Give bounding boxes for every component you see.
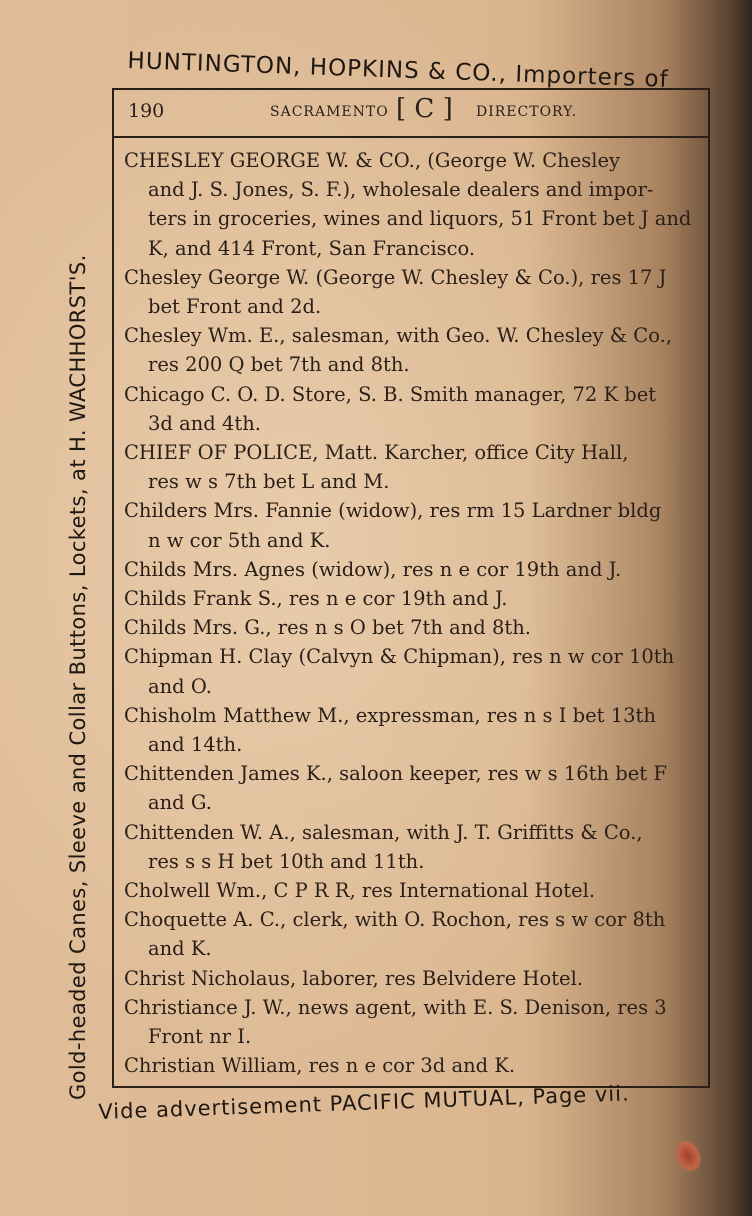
bottom-advertisement: Vide advertisement PACIFIC MUTUAL, Page vii. <box>98 1081 631 1124</box>
head-directory: DIRECTORY. <box>476 104 578 120</box>
entry-name-line: Chipman H. Clay (Calvyn & Chipman), res n w cor 10th <box>124 645 675 669</box>
entry-name-line: Chesley Wm. E., salesman, with Geo. W. Chesley & Co., <box>124 324 673 348</box>
entry-name-line: Cholwell Wm., C P R R, res International Hotel. <box>124 879 596 903</box>
entry-name-line: Chittenden W. A., salesman, with J. T. Griffitts & Co., <box>124 820 643 844</box>
directory-entry <box>124 905 708 963</box>
entry-name-line: Childs Mrs. Agnes (widow), res n e cor 19th and J. <box>124 557 622 581</box>
entry-name-line: Chicago C. O. D. Store, S. B. Smith manager, 72 K bet <box>124 382 657 406</box>
directory-entry <box>124 321 708 379</box>
entry-continuation: 3d and 4th. <box>148 411 261 435</box>
entry-name-line: CHESLEY GEORGE W. & CO., (George W. Chesley <box>124 149 621 172</box>
entry-name-line: Christiance J. W., news agent, with E. S. Denison, res 3 <box>124 995 667 1019</box>
directory-entry <box>124 146 708 263</box>
head-letter: [ C ] <box>396 94 453 124</box>
directory-entry <box>124 555 708 584</box>
directory-entry <box>124 964 708 993</box>
running-head <box>124 94 704 130</box>
entry-name-line: CHIEF OF POLICE, Matt. Karcher, office City Hall, <box>124 441 629 465</box>
directory-entry <box>124 263 708 321</box>
entry-continuation: Front nr I. <box>148 1025 252 1049</box>
head-rule <box>114 136 710 138</box>
top-advertisement: HUNTINGTON, HOPKINS & CO., Importers of <box>127 48 670 93</box>
entry-continuation: ters in groceries, wines and liquors, 51 Front bet J and <box>148 207 692 231</box>
entry-continuation: and K. <box>148 937 212 961</box>
directory-entry <box>124 876 708 905</box>
entry-continuation: and J. S. Jones, S. F.), wholesale dealers and impor- <box>148 178 654 202</box>
directory-entry <box>124 1051 708 1080</box>
directory-entry <box>124 613 708 642</box>
entry-continuation: n w cor 5th and K. <box>148 528 331 552</box>
head-city: SACRAMENTO <box>270 104 389 120</box>
entry-continuation: and G. <box>148 791 212 815</box>
entry-continuation: res 200 Q bet 7th and 8th. <box>148 353 410 377</box>
entry-name-line: Chesley George W. (George W. Chesley & Co.), res 17 J <box>124 265 667 289</box>
entry-name-line: Choquette A. C., clerk, with O. Rochon, res s w cor 8th <box>124 908 666 932</box>
directory-entry <box>124 584 708 613</box>
entry-continuation: and O. <box>148 674 212 698</box>
directory-entry <box>124 438 708 496</box>
entry-name-line: Christ Nicholaus, laborer, res Belvidere Hotel. <box>124 966 584 990</box>
entry-continuation: res s s H bet 10th and 11th. <box>148 849 425 873</box>
entry-continuation: and 14th. <box>148 733 243 757</box>
directory-entries <box>124 146 708 1086</box>
entry-name-line: Chisholm Matthew M., expressman, res n s I bet 13th <box>124 703 656 727</box>
directory-entry <box>124 380 708 438</box>
directory-entry <box>124 701 708 759</box>
entry-name-line: Childs Frank S., res n e cor 19th and J. <box>124 587 508 611</box>
entry-continuation: K, and 414 Front, San Francisco. <box>148 236 476 260</box>
page-number: 190 <box>128 100 165 122</box>
directory-entry <box>124 993 708 1051</box>
directory-entry <box>124 759 708 817</box>
entry-continuation: res w s 7th bet L and M. <box>148 470 390 494</box>
entry-name-line: Christian William, res n e cor 3d and K. <box>124 1054 516 1078</box>
directory-entry <box>124 818 708 876</box>
directory-entry <box>124 496 708 554</box>
side-advertisement: Gold-headed Canes, Sleeve and Collar Buttons, Lockets, at H. WACHHORST'S. <box>66 254 90 1100</box>
ink-stain <box>670 1136 705 1175</box>
entry-name-line: Childs Mrs. G., res n s O bet 7th and 8th. <box>124 616 531 640</box>
entry-name-line: Chittenden James K., saloon keeper, res w s 16th bet F <box>124 762 667 786</box>
entry-name-line: Childers Mrs. Fannie (widow), res rm 15 Lardner bldg <box>124 499 662 523</box>
entry-continuation: bet Front and 2d. <box>148 295 322 319</box>
directory-entry <box>124 642 708 700</box>
